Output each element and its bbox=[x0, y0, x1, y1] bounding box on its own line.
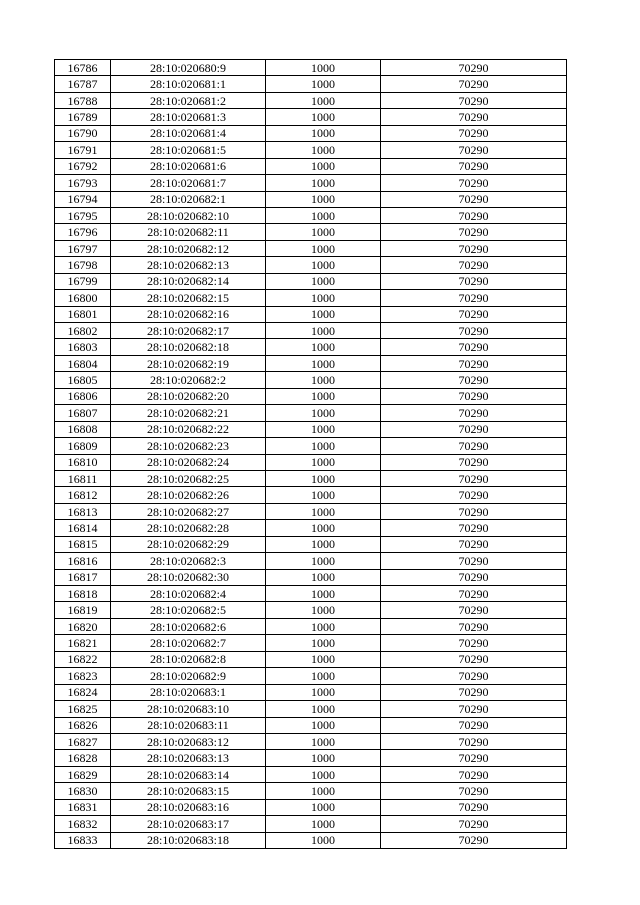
value-cell: 70290 bbox=[381, 733, 567, 749]
table-row bbox=[55, 536, 567, 552]
area-cell: 1000 bbox=[266, 799, 381, 815]
cadastral-number-cell: 28:10:020683:12 bbox=[111, 733, 266, 749]
value-cell: 70290 bbox=[381, 470, 567, 486]
row-number-cell: 16832 bbox=[55, 816, 111, 832]
row-number-cell: 16806 bbox=[55, 388, 111, 404]
table-body bbox=[55, 60, 567, 849]
area-cell: 1000 bbox=[266, 635, 381, 651]
value-cell: 70290 bbox=[381, 684, 567, 700]
area-cell: 1000 bbox=[266, 175, 381, 191]
table-row bbox=[55, 273, 567, 289]
row-number-cell: 16814 bbox=[55, 520, 111, 536]
row-number-cell: 16818 bbox=[55, 586, 111, 602]
row-number-cell: 16807 bbox=[55, 405, 111, 421]
row-number-cell: 16805 bbox=[55, 372, 111, 388]
table-row bbox=[55, 553, 567, 569]
table-row bbox=[55, 487, 567, 503]
table-row bbox=[55, 701, 567, 717]
area-cell: 1000 bbox=[266, 750, 381, 766]
cadastral-number-cell: 28:10:020682:8 bbox=[111, 651, 266, 667]
value-cell: 70290 bbox=[381, 569, 567, 585]
area-cell: 1000 bbox=[266, 257, 381, 273]
table-row bbox=[55, 586, 567, 602]
table-row bbox=[55, 783, 567, 799]
row-number-cell: 16828 bbox=[55, 750, 111, 766]
area-cell: 1000 bbox=[266, 586, 381, 602]
table-row bbox=[55, 240, 567, 256]
cadastral-number-cell: 28:10:020682:4 bbox=[111, 586, 266, 602]
row-number-cell: 16788 bbox=[55, 92, 111, 108]
row-number-cell: 16810 bbox=[55, 454, 111, 470]
data-table bbox=[54, 59, 567, 849]
cadastral-number-cell: 28:10:020682:16 bbox=[111, 306, 266, 322]
value-cell: 70290 bbox=[381, 421, 567, 437]
table-row bbox=[55, 405, 567, 421]
row-number-cell: 16791 bbox=[55, 142, 111, 158]
row-number-cell: 16819 bbox=[55, 602, 111, 618]
cadastral-number-cell: 28:10:020682:9 bbox=[111, 668, 266, 684]
row-number-cell: 16795 bbox=[55, 207, 111, 223]
area-cell: 1000 bbox=[266, 355, 381, 371]
value-cell: 70290 bbox=[381, 109, 567, 125]
cadastral-number-cell: 28:10:020683:17 bbox=[111, 816, 266, 832]
area-cell: 1000 bbox=[266, 487, 381, 503]
area-cell: 1000 bbox=[266, 240, 381, 256]
cadastral-number-cell: 28:10:020681:3 bbox=[111, 109, 266, 125]
area-cell: 1000 bbox=[266, 668, 381, 684]
table-row bbox=[55, 569, 567, 585]
value-cell: 70290 bbox=[381, 816, 567, 832]
table-row bbox=[55, 191, 567, 207]
row-number-cell: 16812 bbox=[55, 487, 111, 503]
table-row bbox=[55, 733, 567, 749]
area-cell: 1000 bbox=[266, 618, 381, 634]
row-number-cell: 16815 bbox=[55, 536, 111, 552]
value-cell: 70290 bbox=[381, 832, 567, 848]
value-cell: 70290 bbox=[381, 553, 567, 569]
value-cell: 70290 bbox=[381, 290, 567, 306]
table-row bbox=[55, 421, 567, 437]
area-cell: 1000 bbox=[266, 536, 381, 552]
value-cell: 70290 bbox=[381, 602, 567, 618]
cadastral-number-cell: 28:10:020680:9 bbox=[111, 60, 266, 76]
row-number-cell: 16830 bbox=[55, 783, 111, 799]
area-cell: 1000 bbox=[266, 142, 381, 158]
value-cell: 70290 bbox=[381, 76, 567, 92]
row-number-cell: 16825 bbox=[55, 701, 111, 717]
area-cell: 1000 bbox=[266, 717, 381, 733]
row-number-cell: 16794 bbox=[55, 191, 111, 207]
value-cell: 70290 bbox=[381, 750, 567, 766]
cadastral-number-cell: 28:10:020681:2 bbox=[111, 92, 266, 108]
cadastral-number-cell: 28:10:020682:21 bbox=[111, 405, 266, 421]
table-row bbox=[55, 355, 567, 371]
table-row bbox=[55, 257, 567, 273]
row-number-cell: 16801 bbox=[55, 306, 111, 322]
value-cell: 70290 bbox=[381, 60, 567, 76]
value-cell: 70290 bbox=[381, 668, 567, 684]
cadastral-number-cell: 28:10:020683:15 bbox=[111, 783, 266, 799]
table-row bbox=[55, 750, 567, 766]
table-row bbox=[55, 207, 567, 223]
table-row bbox=[55, 503, 567, 519]
value-cell: 70290 bbox=[381, 635, 567, 651]
table-row bbox=[55, 323, 567, 339]
cadastral-number-cell: 28:10:020681:4 bbox=[111, 125, 266, 141]
value-cell: 70290 bbox=[381, 240, 567, 256]
area-cell: 1000 bbox=[266, 438, 381, 454]
area-cell: 1000 bbox=[266, 454, 381, 470]
area-cell: 1000 bbox=[266, 520, 381, 536]
area-cell: 1000 bbox=[266, 701, 381, 717]
value-cell: 70290 bbox=[381, 306, 567, 322]
table-row bbox=[55, 76, 567, 92]
area-cell: 1000 bbox=[266, 569, 381, 585]
value-cell: 70290 bbox=[381, 175, 567, 191]
area-cell: 1000 bbox=[266, 339, 381, 355]
value-cell: 70290 bbox=[381, 454, 567, 470]
area-cell: 1000 bbox=[266, 158, 381, 174]
table-row bbox=[55, 668, 567, 684]
table-row bbox=[55, 60, 567, 76]
cadastral-number-cell: 28:10:020683:14 bbox=[111, 766, 266, 782]
cadastral-number-cell: 28:10:020682:15 bbox=[111, 290, 266, 306]
table-row bbox=[55, 602, 567, 618]
value-cell: 70290 bbox=[381, 701, 567, 717]
cadastral-number-cell: 28:10:020683:13 bbox=[111, 750, 266, 766]
table-row bbox=[55, 92, 567, 108]
cadastral-number-cell: 28:10:020682:3 bbox=[111, 553, 266, 569]
area-cell: 1000 bbox=[266, 372, 381, 388]
table-row bbox=[55, 158, 567, 174]
table-row bbox=[55, 684, 567, 700]
row-number-cell: 16831 bbox=[55, 799, 111, 815]
cadastral-number-cell: 28:10:020682:2 bbox=[111, 372, 266, 388]
value-cell: 70290 bbox=[381, 536, 567, 552]
cadastral-number-cell: 28:10:020682:6 bbox=[111, 618, 266, 634]
table-row bbox=[55, 125, 567, 141]
table-row bbox=[55, 224, 567, 240]
table-row bbox=[55, 520, 567, 536]
value-cell: 70290 bbox=[381, 766, 567, 782]
row-number-cell: 16820 bbox=[55, 618, 111, 634]
value-cell: 70290 bbox=[381, 257, 567, 273]
area-cell: 1000 bbox=[266, 783, 381, 799]
value-cell: 70290 bbox=[381, 323, 567, 339]
table-row bbox=[55, 306, 567, 322]
table-row bbox=[55, 832, 567, 848]
row-number-cell: 16833 bbox=[55, 832, 111, 848]
value-cell: 70290 bbox=[381, 158, 567, 174]
cadastral-number-cell: 28:10:020682:28 bbox=[111, 520, 266, 536]
area-cell: 1000 bbox=[266, 766, 381, 782]
area-cell: 1000 bbox=[266, 405, 381, 421]
value-cell: 70290 bbox=[381, 125, 567, 141]
cadastral-number-cell: 28:10:020682:24 bbox=[111, 454, 266, 470]
cadastral-number-cell: 28:10:020682:30 bbox=[111, 569, 266, 585]
area-cell: 1000 bbox=[266, 470, 381, 486]
table-row bbox=[55, 388, 567, 404]
table-row bbox=[55, 635, 567, 651]
cadastral-number-cell: 28:10:020682:25 bbox=[111, 470, 266, 486]
value-cell: 70290 bbox=[381, 438, 567, 454]
table-row bbox=[55, 175, 567, 191]
row-number-cell: 16816 bbox=[55, 553, 111, 569]
row-number-cell: 16823 bbox=[55, 668, 111, 684]
table-row bbox=[55, 372, 567, 388]
table-row bbox=[55, 651, 567, 667]
value-cell: 70290 bbox=[381, 651, 567, 667]
area-cell: 1000 bbox=[266, 76, 381, 92]
data-table-container bbox=[54, 59, 566, 849]
area-cell: 1000 bbox=[266, 388, 381, 404]
row-number-cell: 16808 bbox=[55, 421, 111, 437]
cadastral-number-cell: 28:10:020682:26 bbox=[111, 487, 266, 503]
cadastral-number-cell: 28:10:020682:13 bbox=[111, 257, 266, 273]
area-cell: 1000 bbox=[266, 290, 381, 306]
area-cell: 1000 bbox=[266, 109, 381, 125]
area-cell: 1000 bbox=[266, 60, 381, 76]
area-cell: 1000 bbox=[266, 816, 381, 832]
area-cell: 1000 bbox=[266, 421, 381, 437]
value-cell: 70290 bbox=[381, 355, 567, 371]
area-cell: 1000 bbox=[266, 602, 381, 618]
row-number-cell: 16792 bbox=[55, 158, 111, 174]
table-row bbox=[55, 339, 567, 355]
table-row bbox=[55, 109, 567, 125]
value-cell: 70290 bbox=[381, 339, 567, 355]
value-cell: 70290 bbox=[381, 273, 567, 289]
table-row bbox=[55, 618, 567, 634]
table-row bbox=[55, 816, 567, 832]
area-cell: 1000 bbox=[266, 273, 381, 289]
area-cell: 1000 bbox=[266, 323, 381, 339]
row-number-cell: 16798 bbox=[55, 257, 111, 273]
row-number-cell: 16800 bbox=[55, 290, 111, 306]
cadastral-number-cell: 28:10:020682:18 bbox=[111, 339, 266, 355]
row-number-cell: 16826 bbox=[55, 717, 111, 733]
area-cell: 1000 bbox=[266, 191, 381, 207]
cadastral-number-cell: 28:10:020681:5 bbox=[111, 142, 266, 158]
row-number-cell: 16827 bbox=[55, 733, 111, 749]
row-number-cell: 16790 bbox=[55, 125, 111, 141]
row-number-cell: 16793 bbox=[55, 175, 111, 191]
row-number-cell: 16796 bbox=[55, 224, 111, 240]
row-number-cell: 16799 bbox=[55, 273, 111, 289]
table-row bbox=[55, 799, 567, 815]
cadastral-number-cell: 28:10:020682:20 bbox=[111, 388, 266, 404]
cadastral-number-cell: 28:10:020682:17 bbox=[111, 323, 266, 339]
area-cell: 1000 bbox=[266, 224, 381, 240]
area-cell: 1000 bbox=[266, 684, 381, 700]
area-cell: 1000 bbox=[266, 207, 381, 223]
row-number-cell: 16797 bbox=[55, 240, 111, 256]
cadastral-number-cell: 28:10:020683:18 bbox=[111, 832, 266, 848]
table-row bbox=[55, 766, 567, 782]
cadastral-number-cell: 28:10:020682:22 bbox=[111, 421, 266, 437]
area-cell: 1000 bbox=[266, 651, 381, 667]
cadastral-number-cell: 28:10:020682:23 bbox=[111, 438, 266, 454]
table-row bbox=[55, 454, 567, 470]
value-cell: 70290 bbox=[381, 388, 567, 404]
area-cell: 1000 bbox=[266, 125, 381, 141]
cadastral-number-cell: 28:10:020683:16 bbox=[111, 799, 266, 815]
row-number-cell: 16817 bbox=[55, 569, 111, 585]
row-number-cell: 16813 bbox=[55, 503, 111, 519]
row-number-cell: 16829 bbox=[55, 766, 111, 782]
value-cell: 70290 bbox=[381, 783, 567, 799]
cadastral-number-cell: 28:10:020682:7 bbox=[111, 635, 266, 651]
area-cell: 1000 bbox=[266, 733, 381, 749]
cadastral-number-cell: 28:10:020682:12 bbox=[111, 240, 266, 256]
row-number-cell: 16821 bbox=[55, 635, 111, 651]
area-cell: 1000 bbox=[266, 306, 381, 322]
cadastral-number-cell: 28:10:020681:7 bbox=[111, 175, 266, 191]
table-row bbox=[55, 470, 567, 486]
row-number-cell: 16787 bbox=[55, 76, 111, 92]
table-row bbox=[55, 142, 567, 158]
area-cell: 1000 bbox=[266, 553, 381, 569]
value-cell: 70290 bbox=[381, 586, 567, 602]
cadastral-number-cell: 28:10:020682:29 bbox=[111, 536, 266, 552]
table-row bbox=[55, 438, 567, 454]
value-cell: 70290 bbox=[381, 487, 567, 503]
cadastral-number-cell: 28:10:020682:19 bbox=[111, 355, 266, 371]
area-cell: 1000 bbox=[266, 503, 381, 519]
value-cell: 70290 bbox=[381, 142, 567, 158]
row-number-cell: 16811 bbox=[55, 470, 111, 486]
cadastral-number-cell: 28:10:020681:1 bbox=[111, 76, 266, 92]
cadastral-number-cell: 28:10:020682:10 bbox=[111, 207, 266, 223]
value-cell: 70290 bbox=[381, 717, 567, 733]
value-cell: 70290 bbox=[381, 520, 567, 536]
row-number-cell: 16809 bbox=[55, 438, 111, 454]
row-number-cell: 16824 bbox=[55, 684, 111, 700]
value-cell: 70290 bbox=[381, 207, 567, 223]
row-number-cell: 16803 bbox=[55, 339, 111, 355]
value-cell: 70290 bbox=[381, 799, 567, 815]
table-row bbox=[55, 290, 567, 306]
row-number-cell: 16802 bbox=[55, 323, 111, 339]
area-cell: 1000 bbox=[266, 832, 381, 848]
row-number-cell: 16804 bbox=[55, 355, 111, 371]
cadastral-number-cell: 28:10:020682:14 bbox=[111, 273, 266, 289]
value-cell: 70290 bbox=[381, 405, 567, 421]
cadastral-number-cell: 28:10:020682:1 bbox=[111, 191, 266, 207]
cadastral-number-cell: 28:10:020683:10 bbox=[111, 701, 266, 717]
cadastral-number-cell: 28:10:020682:27 bbox=[111, 503, 266, 519]
value-cell: 70290 bbox=[381, 618, 567, 634]
value-cell: 70290 bbox=[381, 224, 567, 240]
cadastral-number-cell: 28:10:020682:11 bbox=[111, 224, 266, 240]
value-cell: 70290 bbox=[381, 191, 567, 207]
cadastral-number-cell: 28:10:020682:5 bbox=[111, 602, 266, 618]
row-number-cell: 16786 bbox=[55, 60, 111, 76]
value-cell: 70290 bbox=[381, 372, 567, 388]
cadastral-number-cell: 28:10:020683:11 bbox=[111, 717, 266, 733]
value-cell: 70290 bbox=[381, 92, 567, 108]
cadastral-number-cell: 28:10:020681:6 bbox=[111, 158, 266, 174]
cadastral-number-cell: 28:10:020683:1 bbox=[111, 684, 266, 700]
row-number-cell: 16789 bbox=[55, 109, 111, 125]
value-cell: 70290 bbox=[381, 503, 567, 519]
table-row bbox=[55, 717, 567, 733]
row-number-cell: 16822 bbox=[55, 651, 111, 667]
area-cell: 1000 bbox=[266, 92, 381, 108]
